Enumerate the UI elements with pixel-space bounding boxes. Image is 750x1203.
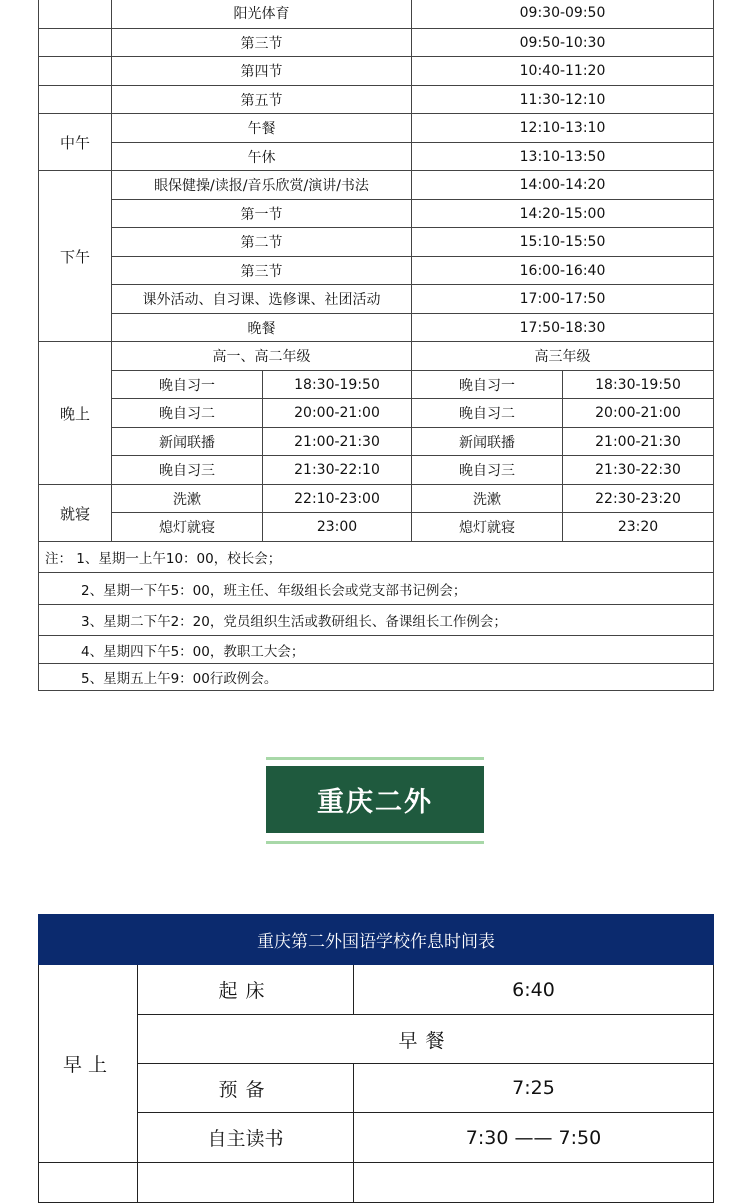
time-cell: 17:50-18:30 xyxy=(412,314,714,342)
time-cell: 23:20 xyxy=(563,513,714,542)
table-row xyxy=(39,542,714,573)
activity-cell: 午休 xyxy=(112,143,412,171)
table-row xyxy=(39,228,714,257)
activity-cell: 新闻联播 xyxy=(112,428,263,456)
activity-cell: 早餐 xyxy=(138,1015,714,1064)
activity-cell: 晚自习二 xyxy=(412,399,563,428)
table-row xyxy=(39,1113,714,1163)
table-row xyxy=(39,428,714,456)
time-cell: 17:00-17:50 xyxy=(412,285,714,314)
table-row xyxy=(39,200,714,228)
schedule-table-1 xyxy=(38,0,714,691)
morning-label: 早上 xyxy=(39,965,138,1163)
table-row xyxy=(39,86,714,114)
note-line: 注： 1、星期一上午10：00，校长会； xyxy=(39,542,714,573)
time-cell: 21:00-21:30 xyxy=(563,428,714,456)
table-row xyxy=(39,371,714,399)
note-line: 3、星期二下午2：20，党员组织生活或教研组长、备课组长工作例会； xyxy=(39,605,714,636)
table-row xyxy=(39,513,714,542)
activity-cell: 起床 xyxy=(138,965,354,1015)
table-row xyxy=(39,114,714,143)
activity-cell: 第三节 xyxy=(112,257,412,285)
table-row xyxy=(39,605,714,636)
note-line: 2、星期一下午5：00，班主任、年级组长会或党支部书记例会； xyxy=(39,573,714,605)
evening-label: 晚上 xyxy=(39,342,112,485)
banner-bottom-rule xyxy=(266,841,484,844)
table-row xyxy=(39,636,714,664)
table-row xyxy=(39,342,714,371)
activity-cell: 第三节 xyxy=(112,29,412,57)
time-cell: 21:30-22:30 xyxy=(563,456,714,485)
grade-header: 高三年级 xyxy=(412,342,714,371)
table-row xyxy=(39,965,714,1015)
table-cell xyxy=(138,1163,354,1203)
period-label-cell xyxy=(39,57,112,86)
time-cell: 7:30 —— 7:50 xyxy=(354,1113,714,1163)
table-row xyxy=(39,1064,714,1113)
bedtime-label: 就寝 xyxy=(39,485,112,542)
table-cell xyxy=(39,1163,138,1203)
afternoon-label: 下午 xyxy=(39,171,112,342)
activity-cell: 眼保健操/读报/音乐欣赏/演讲/书法 xyxy=(112,171,412,200)
table-title: 重庆第二外国语学校作息时间表 xyxy=(39,915,714,965)
table-row xyxy=(39,399,714,428)
time-cell: 09:30-09:50 xyxy=(412,0,714,29)
time-cell: 21:00-21:30 xyxy=(263,428,412,456)
table-header-row xyxy=(39,915,714,965)
table-row xyxy=(39,664,714,691)
schedule-table-2 xyxy=(38,914,714,1203)
activity-cell: 晚自习一 xyxy=(112,371,263,399)
time-cell: 09:50-10:30 xyxy=(412,29,714,57)
activity-cell: 预备 xyxy=(138,1064,354,1113)
period-label-cell xyxy=(39,29,112,57)
time-cell: 14:20-15:00 xyxy=(412,200,714,228)
table-row xyxy=(39,171,714,200)
table-row xyxy=(39,57,714,86)
grade-header: 高一、高二年级 xyxy=(112,342,412,371)
banner-title: 重庆二外 xyxy=(266,766,484,833)
time-cell: 15:10-15:50 xyxy=(412,228,714,257)
table-row xyxy=(39,1163,714,1203)
activity-cell: 新闻联播 xyxy=(412,428,563,456)
time-cell: 18:30-19:50 xyxy=(263,371,412,399)
time-cell: 7:25 xyxy=(354,1064,714,1113)
section-banner xyxy=(266,757,484,844)
table-row xyxy=(39,456,714,485)
time-cell: 13:10-13:50 xyxy=(412,143,714,171)
activity-cell: 午餐 xyxy=(112,114,412,143)
table-row xyxy=(39,0,714,29)
time-cell: 23:00 xyxy=(263,513,412,542)
period-label-cell xyxy=(39,0,112,29)
table-row xyxy=(39,1015,714,1064)
time-cell: 12:10-13:10 xyxy=(412,114,714,143)
activity-cell: 洗漱 xyxy=(412,485,563,513)
time-cell: 18:30-19:50 xyxy=(563,371,714,399)
time-cell: 16:00-16:40 xyxy=(412,257,714,285)
time-cell: 20:00-21:00 xyxy=(263,399,412,428)
time-cell: 22:10-23:00 xyxy=(263,485,412,513)
activity-cell: 阳光体育 xyxy=(112,0,412,29)
activity-cell: 课外活动、自习课、选修课、社团活动 xyxy=(112,285,412,314)
activity-cell: 第五节 xyxy=(112,86,412,114)
time-cell: 10:40-11:20 xyxy=(412,57,714,86)
activity-cell: 晚自习二 xyxy=(112,399,263,428)
banner-top-rule xyxy=(266,757,484,760)
table-row xyxy=(39,485,714,513)
note-line: 5、星期五上午9：00行政例会。 xyxy=(39,664,714,691)
activity-cell: 晚自习一 xyxy=(412,371,563,399)
table-cell xyxy=(354,1163,714,1203)
time-cell: 6:40 xyxy=(354,965,714,1015)
activity-cell: 熄灯就寝 xyxy=(112,513,263,542)
activity-cell: 第一节 xyxy=(112,200,412,228)
time-cell: 20:00-21:00 xyxy=(563,399,714,428)
note-line: 4、星期四下午5：00，教职工大会； xyxy=(39,636,714,664)
activity-cell: 第四节 xyxy=(112,57,412,86)
table-row xyxy=(39,143,714,171)
activity-cell: 熄灯就寝 xyxy=(412,513,563,542)
activity-cell: 晚自习三 xyxy=(112,456,263,485)
activity-cell: 洗漱 xyxy=(112,485,263,513)
activity-cell: 第二节 xyxy=(112,228,412,257)
time-cell: 21:30-22:10 xyxy=(263,456,412,485)
time-cell: 11:30-12:10 xyxy=(412,86,714,114)
time-cell: 14:00-14:20 xyxy=(412,171,714,200)
activity-cell: 晚自习三 xyxy=(412,456,563,485)
activity-cell: 晚餐 xyxy=(112,314,412,342)
period-label-cell xyxy=(39,86,112,114)
table-row xyxy=(39,573,714,605)
time-cell: 22:30-23:20 xyxy=(563,485,714,513)
noon-label: 中午 xyxy=(39,114,112,171)
table-row xyxy=(39,285,714,314)
table-row xyxy=(39,314,714,342)
table-row xyxy=(39,257,714,285)
activity-cell: 自主读书 xyxy=(138,1113,354,1163)
table-row xyxy=(39,29,714,57)
